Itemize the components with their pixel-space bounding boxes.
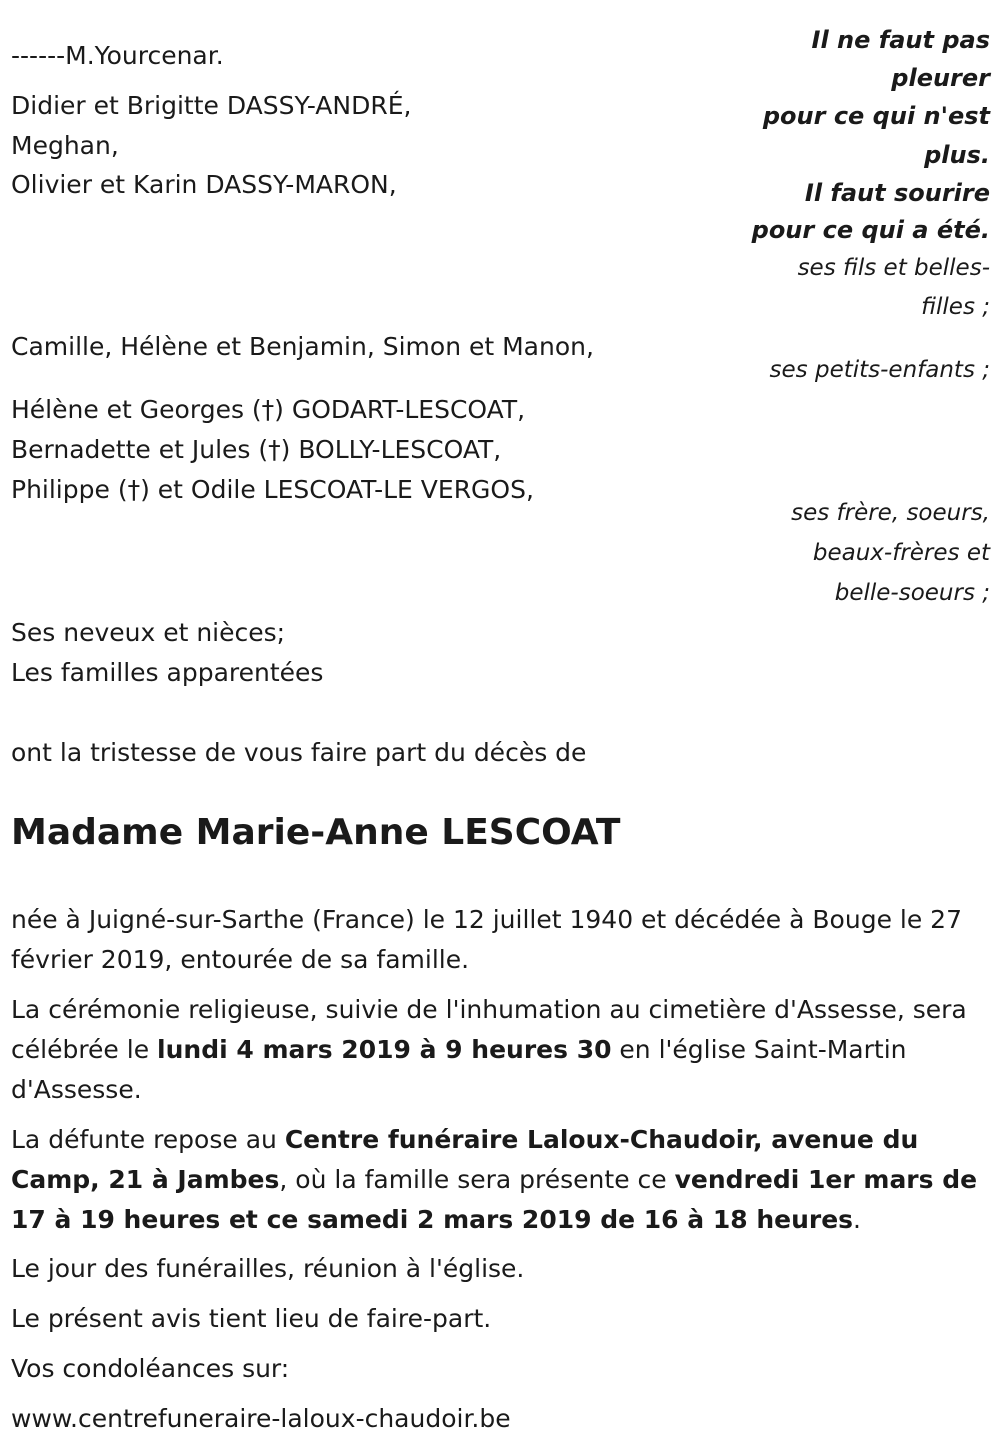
family-line: Meghan, bbox=[11, 131, 119, 160]
role-label: belle-soeurs ; bbox=[834, 580, 990, 606]
role-label: beaux-frères et bbox=[812, 540, 990, 566]
ceremony-text: en l'église Saint-Martin d'Assesse. bbox=[11, 1035, 907, 1104]
website-link[interactable]: www.centrefuneraire-laloux-chaudoir.be bbox=[11, 1404, 511, 1433]
role-label: ses petits-enfants ; bbox=[769, 357, 990, 383]
visiting-hours: vendredi 1er mars de 17 à 19 heures et ce samedi 2 mars 2019 de 16 à 18 heures bbox=[11, 1165, 978, 1234]
family-line: Olivier et Karin DASSY-MARON, bbox=[11, 170, 397, 199]
siblings-line: Hélène et Georges (†) GODART-LESCOAT, bbox=[11, 395, 526, 424]
siblings-line: Bernadette et Jules (†) BOLLY-LESCOAT, bbox=[11, 435, 502, 464]
family-line: Didier et Brigitte DASSY-ANDRÉ, bbox=[11, 91, 412, 120]
quote-line: pour ce qui a été. bbox=[751, 216, 990, 244]
quote-line: Il faut sourire bbox=[804, 179, 990, 207]
grandchildren-line: Camille, Hélène et Benjamin, Simon et Manon, bbox=[11, 332, 594, 361]
quote-line: pour ce qui n'est bbox=[762, 102, 990, 130]
relatives-line: Les familles apparentées bbox=[11, 658, 324, 687]
relatives-line: Ses neveux et nièces; bbox=[11, 618, 286, 647]
funeral-home: Centre funéraire Laloux-Chaudoir, avenue du Camp, 21 à Jambes bbox=[11, 1125, 919, 1194]
rest-text: La défunte repose au bbox=[11, 1125, 285, 1154]
rest-paragraph bbox=[11, 1120, 989, 1240]
signature-line: ------M.Yourcenar. bbox=[11, 41, 224, 70]
ceremony-paragraph bbox=[11, 990, 989, 1110]
meeting-paragraph: Le jour des funérailles, réunion à l'église. bbox=[11, 1254, 525, 1283]
rest-text: , où la famille sera présente ce bbox=[279, 1165, 675, 1194]
announcement-line: ont la tristesse de vous faire part du décès de bbox=[11, 738, 587, 767]
deceased-name: Madame Marie-Anne LESCOAT bbox=[11, 812, 621, 853]
quote-line: pleurer bbox=[891, 64, 990, 92]
ceremony-date: lundi 4 mars 2019 à 9 heures 30 bbox=[157, 1035, 612, 1064]
rest-text: . bbox=[853, 1205, 861, 1234]
quote-line: plus. bbox=[924, 141, 990, 169]
siblings-line: Philippe (†) et Odile LESCOAT-LE VERGOS, bbox=[11, 475, 534, 504]
role-label: ses fils et belles- bbox=[797, 255, 990, 281]
notice-paragraph: Le présent avis tient lieu de faire-part. bbox=[11, 1304, 492, 1333]
ceremony-text: La cérémonie religieuse, suivie de l'inhumation au cimetière d'Assesse, sera célébrée le bbox=[11, 995, 967, 1064]
quote-line: Il ne faut pas bbox=[811, 26, 990, 54]
birth-paragraph: née à Juigné-sur-Sarthe (France) le 12 juillet 1940 et décédée à Bouge le 27 février 2019, entourée de sa famille. bbox=[11, 905, 962, 974]
condolences-label: Vos condoléances sur: bbox=[11, 1354, 290, 1383]
role-label: filles ; bbox=[921, 294, 990, 320]
role-label: ses frère, soeurs, bbox=[791, 500, 990, 526]
